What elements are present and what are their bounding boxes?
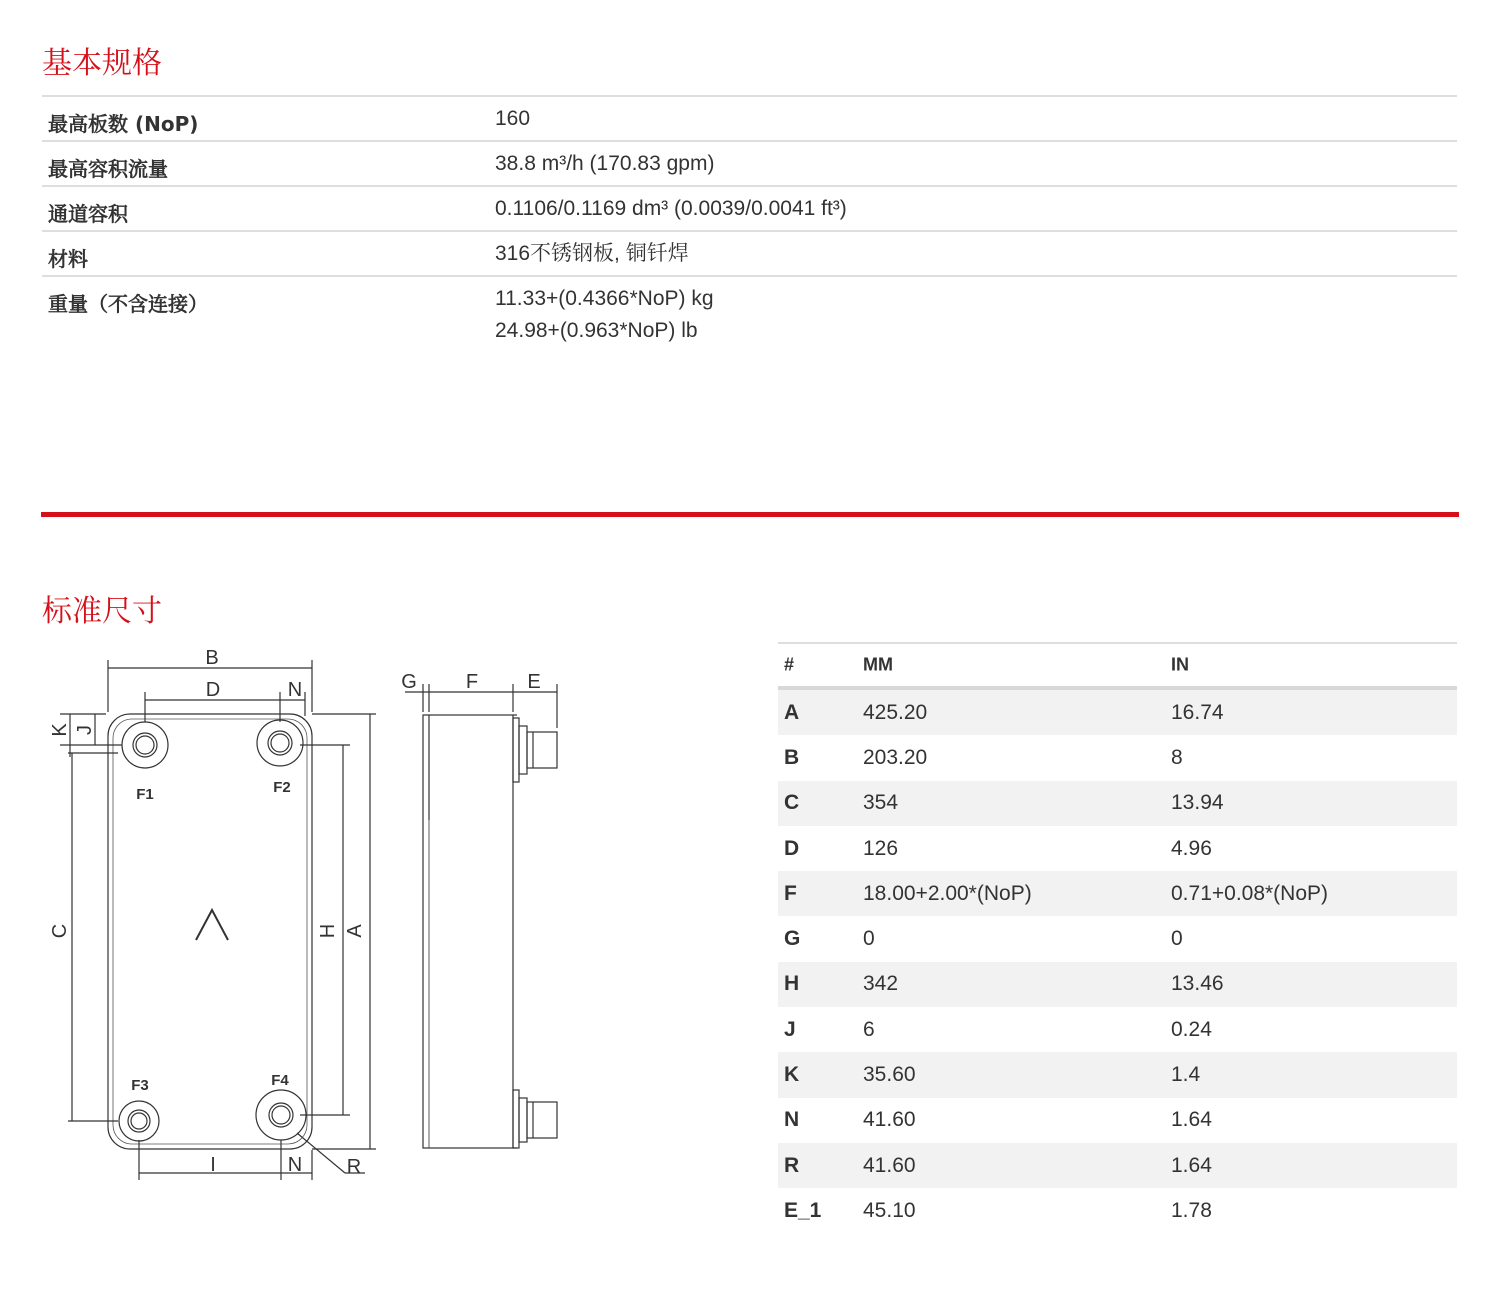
table-row [778, 735, 1457, 780]
row-in: 0 [1171, 927, 1183, 951]
table-row [778, 826, 1457, 871]
spec-row-weight [42, 277, 1457, 357]
table-row [778, 962, 1457, 1007]
side-connector-top [513, 718, 557, 782]
spec-value [495, 238, 689, 270]
row-mm: 0 [863, 927, 875, 951]
row-in: 0.71+0.08*(NoP) [1171, 881, 1329, 905]
row-mm: 18.00+2.00*(NoP) [863, 881, 1032, 905]
row-mm: 41.60 [863, 1153, 916, 1177]
row-in: 1.64 [1171, 1153, 1212, 1177]
row-in: 1.78 [1171, 1198, 1212, 1222]
row-in: 0.24 [1171, 1017, 1212, 1041]
row-mm: 45.10 [863, 1198, 916, 1222]
row-key: J [784, 1017, 796, 1041]
dim-label-a: A [344, 924, 366, 938]
side-view-body [423, 715, 513, 1148]
spec-value [495, 103, 530, 135]
row-key: C [784, 791, 800, 815]
table-row [778, 690, 1457, 735]
section-title-specs: 基本规格 [42, 46, 162, 81]
spec-row-nop [42, 97, 1457, 142]
row-key: H [784, 972, 800, 996]
row-in: 16.74 [1171, 700, 1224, 724]
spec-value-line: 11.33+(0.4366*NoP) kg [495, 287, 714, 310]
dim-label-k: K [49, 723, 71, 737]
spec-value-line: 24.98+(0.963*NoP) lb [495, 319, 698, 342]
table-row [778, 916, 1457, 961]
spec-label: 通道容积 [48, 202, 128, 226]
dimension-drawing [40, 640, 580, 1185]
spec-label: 最高板数 (NoP) [48, 112, 199, 136]
dim-label-f: F [465, 671, 479, 693]
spec-value-line: 316不锈钢板, 铜钎焊 [495, 242, 689, 265]
table-row [778, 1188, 1457, 1233]
row-key: B [784, 745, 800, 769]
table-row [778, 1052, 1457, 1097]
port-f4 [256, 1090, 306, 1140]
row-key: E_1 [784, 1198, 822, 1222]
spec-label: 最高容积流量 [48, 157, 168, 181]
dim-label-g: G [401, 671, 417, 693]
port-label-f3: F3 [131, 1077, 149, 1094]
dim-label-i: I [210, 1154, 216, 1176]
table-header-row [778, 644, 1457, 690]
dim-label-b: B [205, 647, 219, 669]
table-row [778, 871, 1457, 916]
section-title-dimensions: 标准尺寸 [42, 594, 162, 629]
row-key: G [784, 927, 801, 951]
port-label-f2: F2 [273, 779, 291, 796]
dim-label-n-bottom: N [287, 1154, 303, 1176]
row-mm: 35.60 [863, 1063, 916, 1087]
port-label-f1: F1 [136, 786, 154, 803]
row-mm: 41.60 [863, 1108, 916, 1132]
spec-label: 材料 [48, 247, 88, 271]
dim-label-e: E [527, 671, 541, 693]
spec-row-material [42, 232, 1457, 277]
row-in: 1.64 [1171, 1108, 1212, 1132]
dim-label-r: R [346, 1156, 362, 1178]
row-mm: 342 [863, 972, 899, 996]
spec-value [495, 283, 714, 347]
spec-value [495, 148, 714, 180]
dim-label-j: J [74, 725, 96, 735]
spec-label: 重量（不含连接） [48, 292, 208, 316]
row-key: N [784, 1108, 800, 1132]
dim-label-d: D [205, 679, 221, 701]
row-in: 4.96 [1171, 836, 1212, 860]
row-key: A [784, 700, 800, 724]
dim-label-c: C [49, 923, 71, 939]
spec-row-volume [42, 187, 1457, 232]
port-f2 [257, 720, 303, 766]
flow-arrow [196, 910, 228, 940]
dim-label-h: H [317, 923, 339, 939]
row-key: F [784, 881, 797, 905]
header-key: # [784, 654, 795, 675]
spec-value [495, 193, 847, 225]
port-f1 [122, 722, 168, 768]
row-key: K [784, 1063, 800, 1087]
section-divider [41, 512, 1459, 517]
row-mm: 354 [863, 791, 899, 815]
port-label-f4: F4 [271, 1072, 289, 1089]
spec-value-line: 160 [495, 107, 531, 130]
header-in: IN [1171, 654, 1189, 675]
spec-value-line: 38.8 m³/h (170.83 gpm) [495, 152, 715, 175]
row-in: 13.46 [1171, 972, 1224, 996]
row-in: 8 [1171, 745, 1183, 769]
row-in: 1.4 [1171, 1063, 1201, 1087]
specs-table [42, 95, 1457, 357]
row-key: R [784, 1153, 800, 1177]
row-mm: 425.20 [863, 700, 928, 724]
table-row [778, 1098, 1457, 1143]
row-in: 13.94 [1171, 791, 1224, 815]
row-mm: 6 [863, 1017, 875, 1041]
spec-row-flow [42, 142, 1457, 187]
row-key: D [784, 836, 800, 860]
spec-value-line: 0.1106/0.1169 dm³ (0.0039/0.0041 ft³) [495, 197, 847, 220]
table-row [778, 1007, 1457, 1052]
dimensions-table [778, 642, 1457, 1234]
table-row [778, 1143, 1457, 1188]
table-row [778, 781, 1457, 826]
row-mm: 203.20 [863, 745, 928, 769]
port-f3 [119, 1101, 159, 1141]
header-mm: MM [863, 654, 893, 675]
side-connector-bottom [513, 1090, 557, 1148]
row-mm: 126 [863, 836, 899, 860]
dim-label-n-top: N [287, 679, 303, 701]
